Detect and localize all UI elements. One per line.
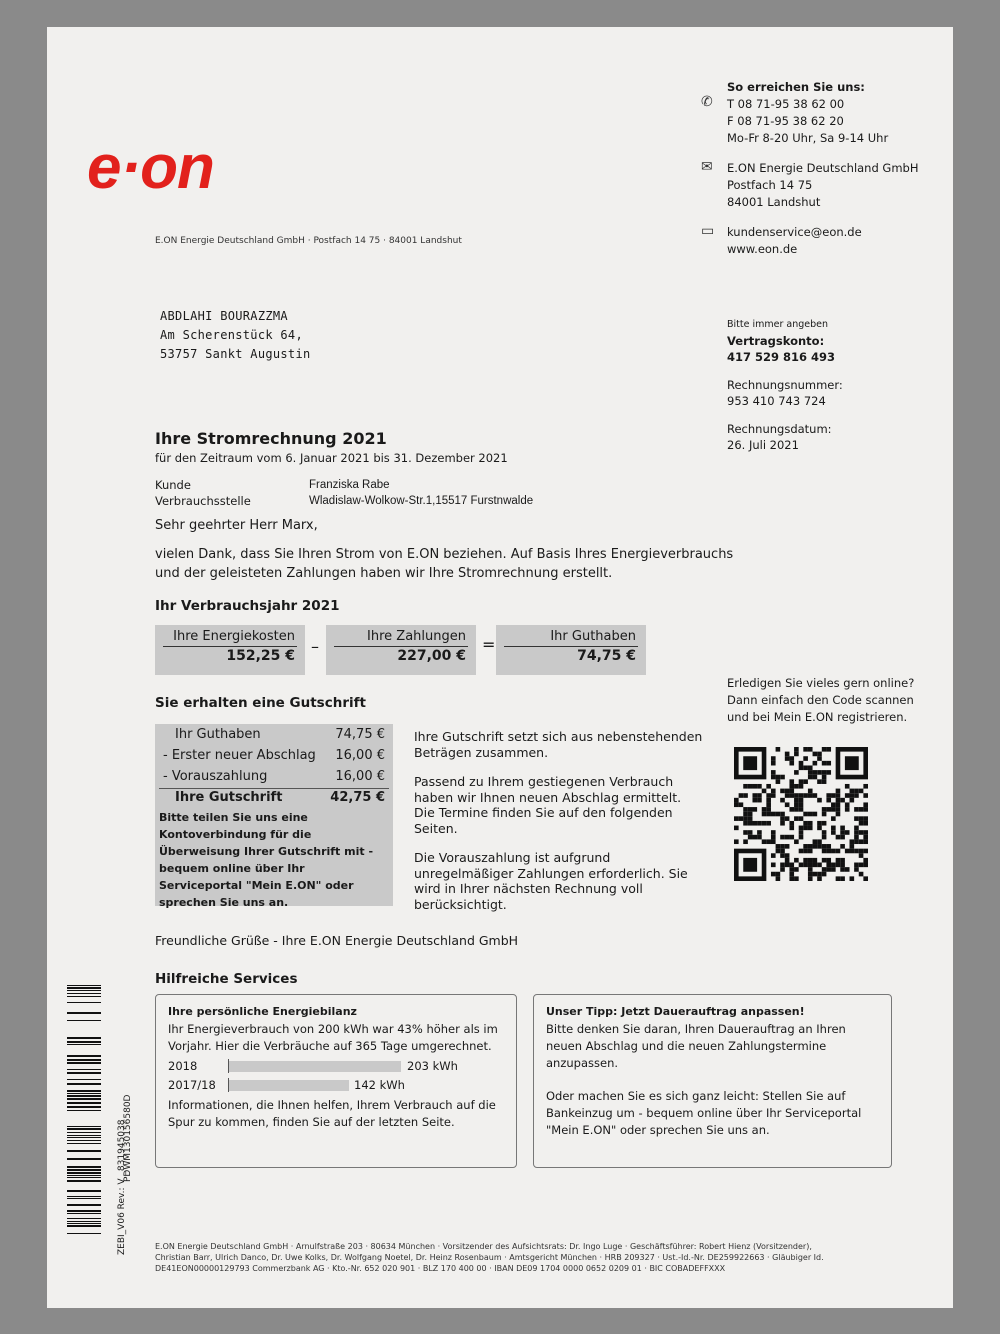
- costs-label: Ihre Energiekosten: [173, 629, 295, 644]
- table-row: [163, 748, 385, 768]
- stelle-label: Verbrauchsstelle: [155, 494, 251, 508]
- services-heading: Hilfreiche Services: [155, 971, 298, 987]
- credit-label: Ihr Guthaben: [550, 629, 636, 644]
- post-name: E.ON Energie Deutschland GmbH: [727, 161, 919, 175]
- phone-number: T 08 71-95 38 62 00: [727, 97, 845, 111]
- intro-paragraph: vielen Dank, dass Sie Ihren Strom von E.ON beziehen. Auf Basis Ihres Energieverbrauchs und der geleisteten Zahlungen haben wir Ihre Stromrechnung erstellt.: [155, 547, 734, 581]
- account-hint: Bitte immer angeben: [727, 319, 829, 330]
- row-value: 16,00 €: [335, 769, 385, 784]
- total-value: 42,75 €: [330, 790, 385, 805]
- date-label: Rechnungsdatum:: [727, 422, 832, 436]
- web-link[interactable]: www.eon.de: [727, 242, 798, 256]
- transfer-note: Bitte teilen Sie uns eine Kontoverbindung für die Überweisung Ihrer Gutschrift mit - bequem online über Ihr Serviceportal "Mein E.ON" oder sprechen Sie uns an.: [159, 811, 374, 909]
- row-label: Ihr Guthaben: [175, 727, 261, 742]
- total-label: Ihre Gutschrift: [175, 790, 283, 805]
- laptop-icon: ▭: [701, 223, 715, 239]
- recipient-city: 53757 Sankt Augustin: [160, 347, 311, 361]
- customer-values: [309, 477, 533, 509]
- recipient-name: ABDLAHI BOURAZZMA: [160, 309, 288, 323]
- letter-page: [47, 27, 953, 1308]
- row1-label: 2018: [168, 1059, 198, 1073]
- invoice-date: 26. Juli 2021: [727, 438, 799, 452]
- email-link[interactable]: kundenservice@eon.de: [727, 225, 862, 239]
- row-value: 74,75 €: [335, 727, 385, 742]
- gutschrift-explanation: [414, 729, 704, 926]
- service-hours: Mo-Fr 8-20 Uhr, Sa 9-14 Uhr: [727, 131, 889, 145]
- usage-bar-2017: [229, 1080, 349, 1091]
- row2-label: 2017/18: [168, 1078, 216, 1092]
- invoice-label: Rechnungsnummer:: [727, 378, 843, 392]
- explanation-p2: Passend zu Ihrem gestiegenen Verbrauch haben wir Ihnen neuen Abschlag ermittelt. Die Termine finden Sie auf den folgenden Seiten.: [414, 774, 682, 836]
- eon-logo: e·on: [87, 133, 214, 202]
- table-row: [163, 769, 385, 789]
- year-heading: Ihr Verbrauchsjahr 2021: [155, 598, 340, 614]
- costs-box: [155, 625, 305, 675]
- card2-title: Unser Tipp: Jetzt Dauerauftrag anpassen!: [546, 1005, 805, 1018]
- card2-p2: Oder machen Sie es sich ganz leicht: Stellen Sie auf Bankeinzug um - bequem online über Ihr Serviceportal "Mein E.ON" oder sprechen Sie uns an.: [546, 1089, 862, 1137]
- credit-value: 74,75 €: [577, 648, 636, 664]
- bill-title: Ihre Stromrechnung 2021: [155, 429, 387, 448]
- contract-label: Vertragskonto:: [727, 334, 825, 348]
- equals-sign: =: [482, 635, 496, 654]
- card1-title: Ihre persönliche Energiebilanz: [168, 1005, 357, 1018]
- payments-box: [326, 625, 476, 675]
- phone-icon: ✆: [701, 94, 713, 110]
- standing-order-card: [533, 994, 892, 1168]
- row1-value: 203 kWh: [407, 1059, 458, 1073]
- closing-line: Freundliche Grüße - Ihre E.ON Energie Deutschland GmbH: [155, 933, 519, 948]
- costs-value: 152,25 €: [226, 648, 295, 664]
- online-hint: [727, 675, 914, 726]
- card2-p1: Bitte denken Sie daran, Ihren Dauerauftrag an Ihren neuen Abschlag und die neuen Zahlungstermine anzupassen.: [546, 1022, 846, 1070]
- table-row: [163, 727, 385, 747]
- recipient-street: Am Scherenstück 64,: [160, 328, 303, 342]
- recipient-address: [160, 307, 311, 364]
- online-line-3: und bei Mein E.ON registrieren.: [727, 710, 908, 724]
- post-city: 84001 Landshut: [727, 195, 821, 209]
- sender-line: E.ON Energie Deutschland GmbH · Postfach 14 75 · 84001 Landshut: [155, 236, 462, 246]
- contract-number: 417 529 816 493: [727, 350, 836, 364]
- post-box: Postfach 14 75: [727, 178, 813, 192]
- customer-labels: [155, 477, 251, 509]
- envelope-icon: ✉: [701, 159, 713, 175]
- energy-balance-card: [155, 994, 517, 1168]
- bill-period: für den Zeitraum vom 6. Januar 2021 bis 31. Dezember 2021: [155, 451, 508, 465]
- fax-number: F 08 71-95 38 62 20: [727, 114, 844, 128]
- contact-block: [701, 79, 919, 258]
- online-line-1: Erledigen Sie vieles gern online?: [727, 676, 915, 690]
- card1-text: Ihr Energieverbrauch von 200 kWh war 43% höher als im Vorjahr. Hier die Verbräuche auf 365 Tage umgerechnet.: [168, 1022, 498, 1053]
- legal-footer: E.ON Energie Deutschland GmbH · Arnulfstraße 203 · 80634 München · Vorsitzender des Aufsichtsrats: Dr. Ingo Luge · Geschäftsführer: Robert Hienz (Vorsitzender), Christian Barr, Ulrich Danco, Dr. Uwe Kolks, Dr. Wolfgang Noetel, Dr. Heinz Rosenbaum · Amtsgericht München · HRB 209327 · Ust.-Id.-Nr. DE259922663 · Gläubiger Id. DE41EON00000129793 Commerzbank AG · Kto.-Nr. 652 020 901 · BLZ 170 400 00 · IBAN DE09 1704 0000 0652 0209 01 · BIC COBADEFFXXX: [155, 1242, 824, 1273]
- stelle-value: Wladislaw-Wolkow-Str.1,15517 Furstnwalde: [309, 495, 534, 507]
- invoice-number: 953 410 743 724: [727, 394, 826, 408]
- online-line-2: Dann einfach den Code scannen: [727, 693, 914, 707]
- account-info: [727, 317, 843, 453]
- postal-barcode: [67, 982, 107, 1234]
- table-total-row: [163, 790, 385, 810]
- gutschrift-heading: Sie erhalten eine Gutschrift: [155, 695, 366, 711]
- minus-sign: –: [311, 637, 319, 656]
- explanation-p3: Die Vorauszahlung ist aufgrund unregelmäßiger Zahlungen erforderlich. Sie wird in Ihrer nächsten Rechnung voll berücksichtigt.: [414, 850, 688, 912]
- row-label: - Vorauszahlung: [163, 769, 268, 784]
- credit-box: [496, 625, 646, 675]
- row2-value: 142 kWh: [354, 1078, 405, 1092]
- contact-heading: So erreichen Sie uns:: [727, 80, 865, 94]
- qr-code[interactable]: [734, 747, 868, 881]
- kunde-label: Kunde: [155, 478, 191, 492]
- kunde-value: Franziska Rabe: [309, 479, 390, 491]
- payments-label: Ihre Zahlungen: [367, 629, 466, 644]
- greeting: Sehr geehrter Herr Marx,: [155, 518, 318, 533]
- side-code: PDWM130156580D: [123, 1094, 133, 1182]
- side-code-2: ZEBI_V06 Rev.: V _831945038: [117, 1119, 127, 1255]
- explanation-p1: Ihre Gutschrift setzt sich aus nebenstehenden Beträgen zusammen.: [414, 729, 703, 760]
- row-label: - Erster neuer Abschlag: [163, 748, 316, 763]
- gutschrift-table: [155, 724, 393, 909]
- card1-footer: Informationen, die Ihnen helfen, Ihrem Verbrauch auf die Spur zu kommen, finden Sie auf der letzten Seite.: [168, 1098, 496, 1129]
- row-value: 16,00 €: [335, 748, 385, 763]
- usage-bar-2018: [229, 1061, 401, 1072]
- payments-value: 227,00 €: [397, 648, 466, 664]
